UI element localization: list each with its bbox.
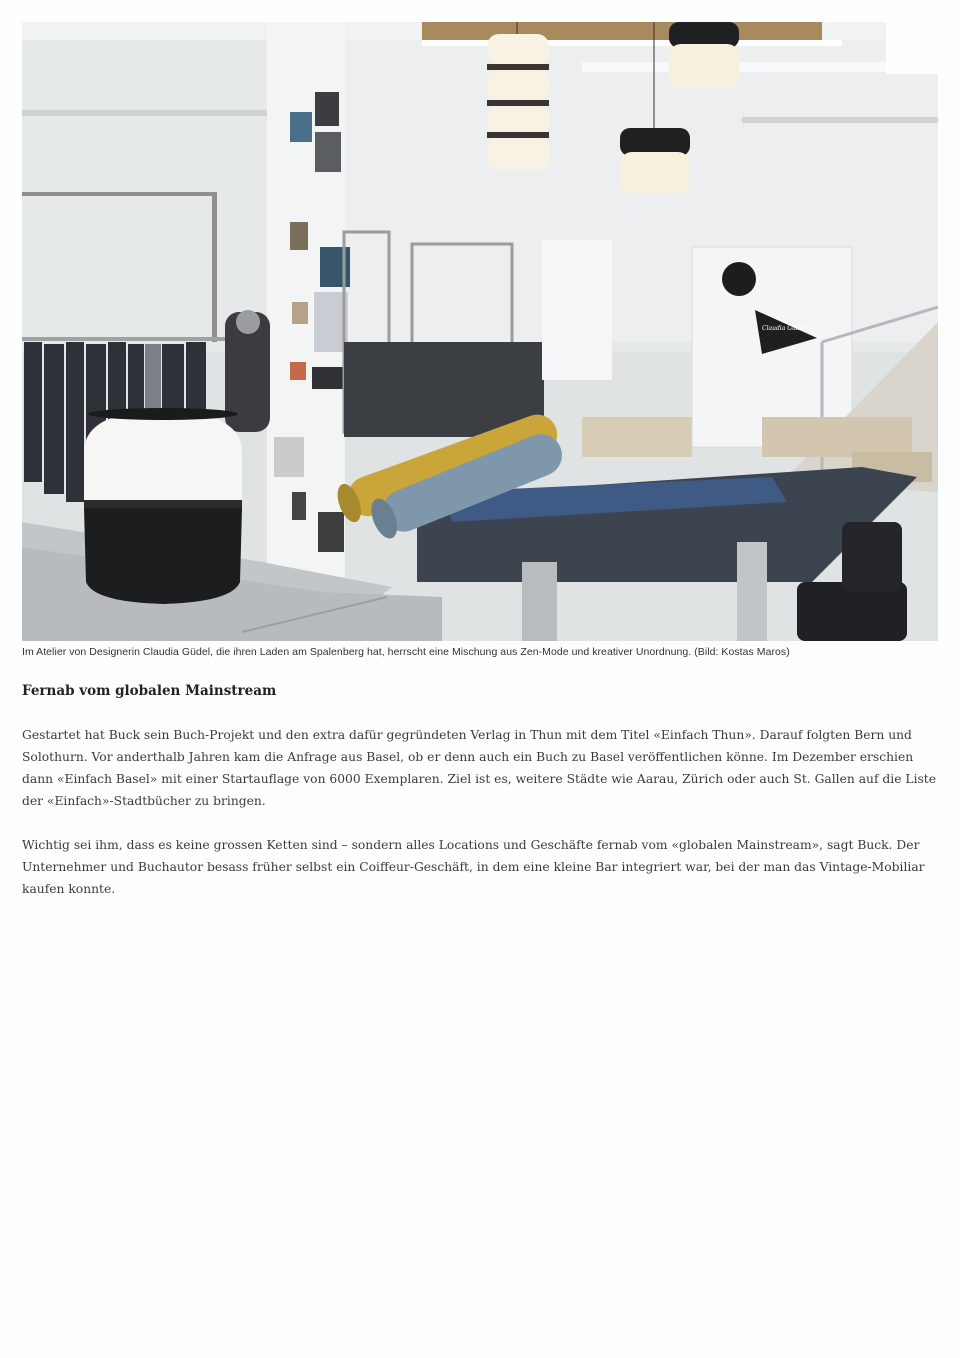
section-heading: Fernab vom globalen Mainstream — [22, 683, 277, 699]
paragraph-1: Gestartet hat Buck sein Buch-Projekt und den extra dafür gegründeten Verlag in Thun mit dem Titel «Einfach Thun». Darauf folgten Bern und Solothurn. Vor anderthalb Jahren kam die Anfrage aus Basel, ob er denn auch ein Buch zu Basel veröffentlichen könne. Im Dezember erschien dann «Einfach Basel» mit einer Startauflage von 6000 Exemplaren. Ziel ist es, weitere Städte wie Aarau, Zürich oder auch St. Gallen auf die Liste der «Einfach»-Stadtbücher zu bringen. — [22, 728, 937, 808]
corner-notch — [886, 22, 938, 74]
pennant-signature: Claudia Güdel — [762, 325, 806, 332]
paragraph-2: Wichtig sei ihm, dass es keine grossen Ketten sind – sondern alles Locations und Geschäfte fernab vom «globalen Mainstream», sagt Buck. Der Unternehmer und Buchautor besass früher selbst ein Coiffeur-Geschäft, in dem eine kleine Bar integriert war, bei der man das Vintage-Mobiliar kaufen konnte. — [22, 838, 925, 896]
atelier-illustration — [22, 22, 938, 641]
article-photo — [22, 22, 938, 641]
photo-caption: Im Atelier von Designerin Claudia Güdel, die ihren Laden am Spalenberg hat, herrscht eine Mischung aus Zen-Mode und kreativer Unordnung. (Bild: Kostas Maros) — [22, 646, 790, 658]
